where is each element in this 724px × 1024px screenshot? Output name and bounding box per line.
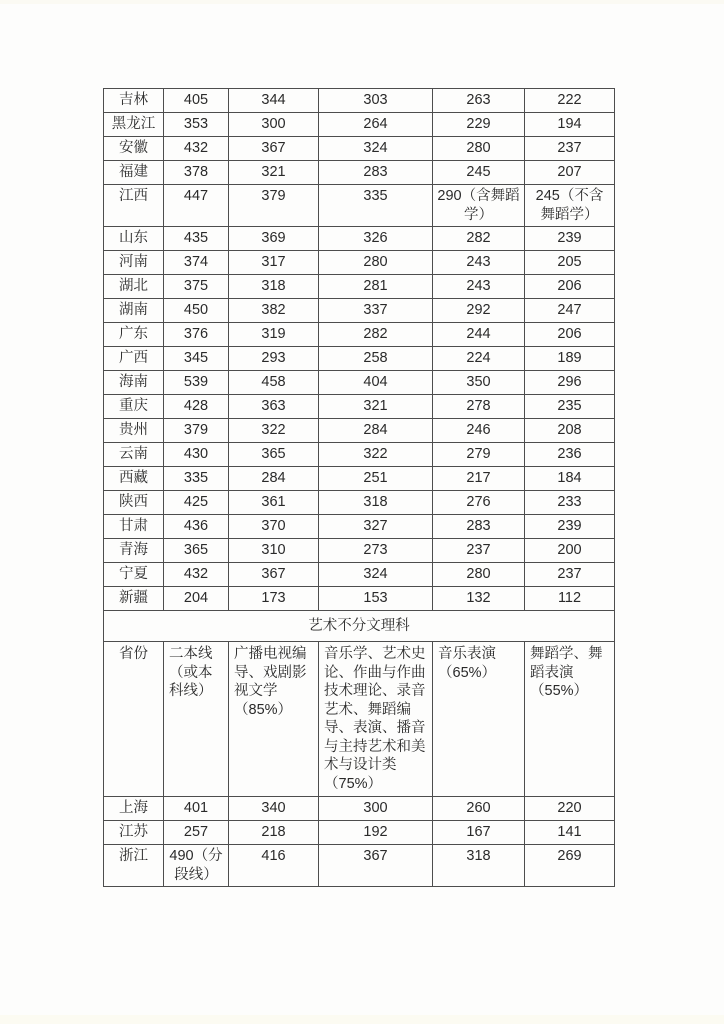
- score-cell: 428: [164, 395, 229, 419]
- score-cell: 243: [433, 275, 525, 299]
- score-cell: 324: [319, 137, 433, 161]
- score-cell: 217: [433, 467, 525, 491]
- score-cell: 260: [433, 797, 525, 821]
- table-row: [104, 395, 615, 419]
- score-cell: 263: [433, 89, 525, 113]
- table-row: [104, 821, 615, 845]
- province-cell: 海南: [104, 371, 164, 395]
- score-cell: 132: [433, 587, 525, 611]
- score-cell: 335: [164, 467, 229, 491]
- province-cell: 新疆: [104, 587, 164, 611]
- section-header-row: [104, 611, 615, 642]
- score-cell: 245（不含舞蹈学）: [525, 185, 615, 227]
- score-cell: 239: [525, 515, 615, 539]
- province-cell: 安徽: [104, 137, 164, 161]
- province-cell: 黑龙江: [104, 113, 164, 137]
- column-header-province: 省份: [104, 642, 164, 797]
- score-cell: 361: [229, 491, 319, 515]
- score-cell: 237: [525, 563, 615, 587]
- score-cell: 539: [164, 371, 229, 395]
- score-cell: 239: [525, 227, 615, 251]
- score-cell: 363: [229, 395, 319, 419]
- score-cell: 318: [433, 845, 525, 887]
- score-cell: 303: [319, 89, 433, 113]
- score-cell: 458: [229, 371, 319, 395]
- province-cell: 西藏: [104, 467, 164, 491]
- score-cell: 300: [229, 113, 319, 137]
- province-cell: 云南: [104, 443, 164, 467]
- score-cell: 282: [433, 227, 525, 251]
- province-cell: 上海: [104, 797, 164, 821]
- score-cell: 229: [433, 113, 525, 137]
- table-row: [104, 419, 615, 443]
- score-cell: 153: [319, 587, 433, 611]
- score-cell: 251: [319, 467, 433, 491]
- score-cell: 246: [433, 419, 525, 443]
- score-cell: 296: [525, 371, 615, 395]
- score-cell: 224: [433, 347, 525, 371]
- province-cell: 福建: [104, 161, 164, 185]
- column-header-cell: 舞蹈学、舞蹈表演（55%）: [525, 642, 615, 797]
- score-cell: 283: [319, 161, 433, 185]
- score-cell: 300: [319, 797, 433, 821]
- score-cell: 327: [319, 515, 433, 539]
- score-cell: 365: [164, 539, 229, 563]
- score-cell: 189: [525, 347, 615, 371]
- province-cell: 湖北: [104, 275, 164, 299]
- province-cell: 湖南: [104, 299, 164, 323]
- province-cell: 山东: [104, 227, 164, 251]
- column-header-cell: 广播电视编导、戏剧影视文学（85%）: [229, 642, 319, 797]
- table-row: [104, 467, 615, 491]
- score-cell: 450: [164, 299, 229, 323]
- score-cell: 278: [433, 395, 525, 419]
- table-row: [104, 275, 615, 299]
- score-cell: 244: [433, 323, 525, 347]
- province-cell: 浙江: [104, 845, 164, 887]
- score-cell: 401: [164, 797, 229, 821]
- score-cell: 281: [319, 275, 433, 299]
- score-cell: 280: [433, 563, 525, 587]
- score-cell: 350: [433, 371, 525, 395]
- column-header-cell: 音乐学、艺术史论、作曲与作曲技术理论、录音艺术、舞蹈编导、表演、播音与主持艺术和美术与设计类（75%）: [319, 642, 433, 797]
- score-cell: 490（分段线）: [164, 845, 229, 887]
- table-row: [104, 563, 615, 587]
- score-cell: 258: [319, 347, 433, 371]
- table-row: [104, 797, 615, 821]
- top-section-rows: [104, 89, 615, 611]
- score-cell: 353: [164, 113, 229, 137]
- score-cell: 379: [229, 185, 319, 227]
- score-cell: 404: [319, 371, 433, 395]
- score-cell: 269: [525, 845, 615, 887]
- score-cell: 192: [319, 821, 433, 845]
- score-cell: 282: [319, 323, 433, 347]
- score-cell: 220: [525, 797, 615, 821]
- score-cell: 276: [433, 491, 525, 515]
- score-cell: 378: [164, 161, 229, 185]
- score-cell: 367: [319, 845, 433, 887]
- score-cell: 245: [433, 161, 525, 185]
- score-cell: 321: [229, 161, 319, 185]
- score-cell: 247: [525, 299, 615, 323]
- score-cell: 344: [229, 89, 319, 113]
- score-cell: 375: [164, 275, 229, 299]
- table-row: [104, 347, 615, 371]
- score-cell: 335: [319, 185, 433, 227]
- score-cell: 318: [229, 275, 319, 299]
- score-cell: 167: [433, 821, 525, 845]
- score-cell: 432: [164, 563, 229, 587]
- score-cell: 345: [164, 347, 229, 371]
- score-cell: 184: [525, 467, 615, 491]
- middle-section: [104, 611, 615, 797]
- table-row: [104, 89, 615, 113]
- score-cell: 236: [525, 443, 615, 467]
- score-cell: 280: [433, 137, 525, 161]
- province-cell: 重庆: [104, 395, 164, 419]
- section-header: 艺术不分文理科: [104, 611, 615, 642]
- province-cell: 青海: [104, 539, 164, 563]
- score-cell: 365: [229, 443, 319, 467]
- scan-edge-top: [0, 0, 724, 4]
- score-cell: 416: [229, 845, 319, 887]
- score-cell: 376: [164, 323, 229, 347]
- score-cell: 237: [525, 137, 615, 161]
- score-cell: 430: [164, 443, 229, 467]
- table-row: [104, 299, 615, 323]
- score-cell: 194: [525, 113, 615, 137]
- score-cell: 369: [229, 227, 319, 251]
- score-cell: 243: [433, 251, 525, 275]
- score-cell: 435: [164, 227, 229, 251]
- table-row: [104, 137, 615, 161]
- score-cell: 200: [525, 539, 615, 563]
- score-cell: 436: [164, 515, 229, 539]
- province-cell: 陕西: [104, 491, 164, 515]
- column-header-row: [104, 642, 615, 797]
- table-row: [104, 323, 615, 347]
- score-cell: 233: [525, 491, 615, 515]
- score-cell: 290（含舞蹈学）: [433, 185, 525, 227]
- province-cell: 贵州: [104, 419, 164, 443]
- province-cell: 河南: [104, 251, 164, 275]
- table-row: [104, 161, 615, 185]
- admission-score-table: [103, 88, 615, 887]
- table-row: [104, 227, 615, 251]
- province-cell: 江西: [104, 185, 164, 227]
- table-row: [104, 371, 615, 395]
- column-header-cell: 音乐表演（65%）: [433, 642, 525, 797]
- score-cell: 218: [229, 821, 319, 845]
- province-cell: 吉林: [104, 89, 164, 113]
- table-row: [104, 587, 615, 611]
- province-cell: 甘肃: [104, 515, 164, 539]
- score-cell: 321: [319, 395, 433, 419]
- bottom-section-rows: [104, 797, 615, 887]
- score-cell: 206: [525, 323, 615, 347]
- score-cell: 206: [525, 275, 615, 299]
- score-cell: 280: [319, 251, 433, 275]
- column-header-cell: 二本线（或本科线）: [164, 642, 229, 797]
- score-cell: 425: [164, 491, 229, 515]
- score-cell: 367: [229, 137, 319, 161]
- table-row: [104, 845, 615, 887]
- score-cell: 141: [525, 821, 615, 845]
- score-cell: 324: [319, 563, 433, 587]
- province-cell: 江苏: [104, 821, 164, 845]
- score-cell: 382: [229, 299, 319, 323]
- score-cell: 370: [229, 515, 319, 539]
- score-cell: 293: [229, 347, 319, 371]
- score-cell: 340: [229, 797, 319, 821]
- table-row: [104, 251, 615, 275]
- score-cell: 204: [164, 587, 229, 611]
- score-cell: 317: [229, 251, 319, 275]
- score-cell: 257: [164, 821, 229, 845]
- score-cell: 405: [164, 89, 229, 113]
- score-cell: 207: [525, 161, 615, 185]
- province-cell: 广东: [104, 323, 164, 347]
- score-cell: 283: [433, 515, 525, 539]
- score-cell: 447: [164, 185, 229, 227]
- score-cell: 319: [229, 323, 319, 347]
- score-cell: 279: [433, 443, 525, 467]
- score-cell: 318: [319, 491, 433, 515]
- score-cell: 222: [525, 89, 615, 113]
- table-row: [104, 113, 615, 137]
- score-cell: 292: [433, 299, 525, 323]
- score-cell: 337: [319, 299, 433, 323]
- score-cell: 264: [319, 113, 433, 137]
- table-row: [104, 443, 615, 467]
- score-cell: 322: [229, 419, 319, 443]
- score-cell: 208: [525, 419, 615, 443]
- score-cell: 205: [525, 251, 615, 275]
- score-cell: 379: [164, 419, 229, 443]
- score-cell: 284: [319, 419, 433, 443]
- score-cell: 322: [319, 443, 433, 467]
- score-cell: 432: [164, 137, 229, 161]
- score-cell: 237: [433, 539, 525, 563]
- score-cell: 284: [229, 467, 319, 491]
- score-cell: 367: [229, 563, 319, 587]
- table-row: [104, 491, 615, 515]
- score-cell: 173: [229, 587, 319, 611]
- table-row: [104, 539, 615, 563]
- province-cell: 广西: [104, 347, 164, 371]
- score-cell: 235: [525, 395, 615, 419]
- score-cell: 310: [229, 539, 319, 563]
- table-row: [104, 515, 615, 539]
- province-cell: 宁夏: [104, 563, 164, 587]
- scan-edge-bottom: [0, 1015, 724, 1024]
- score-cell: 374: [164, 251, 229, 275]
- table-row: [104, 185, 615, 227]
- score-cell: 273: [319, 539, 433, 563]
- score-cell: 112: [525, 587, 615, 611]
- score-cell: 326: [319, 227, 433, 251]
